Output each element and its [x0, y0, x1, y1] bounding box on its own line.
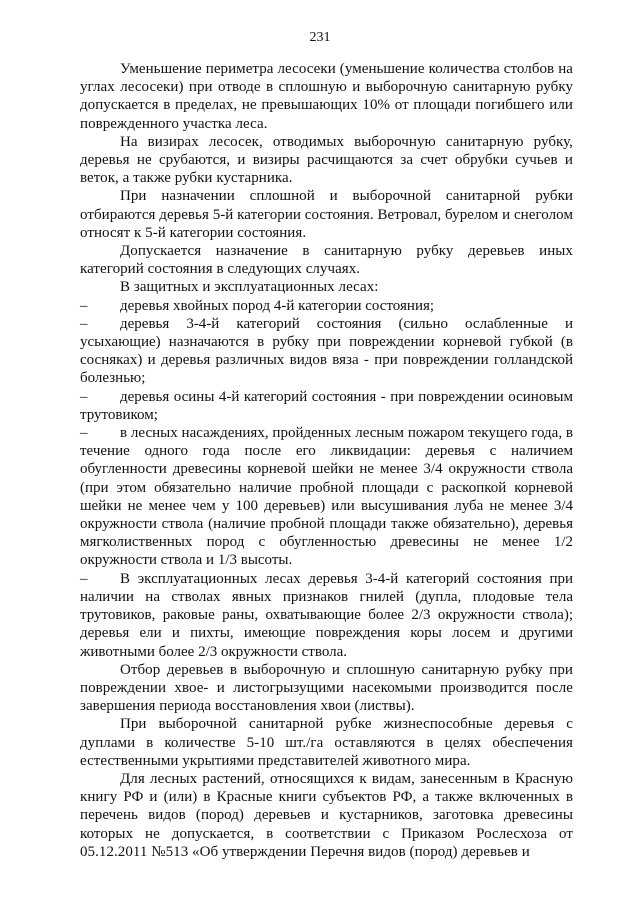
- list-dash: –: [80, 425, 88, 442]
- paragraph-lesoseka-perimeter: Уменьшение периметра лесосеки (уменьшение количества столбов на углах лесосеки) при отводе в сплошную и выборочную санитарную рубку допускается в пределах, не превышающих 10% от площади погибшего или поврежденного участка леса.: [80, 61, 573, 132]
- list-item-text: В эксплуатационных лесах деревья 3-4-й категорий состояния при наличии на стволах явных признаков гнилей (дупла, плодовые тела трутовиков, раковые раны, охватывающие более 2/3 окружности ствола); деревья ели и пихты, имеющие повреждения коры лосем и другими животными более 2/3 окружности ствола.: [80, 570, 573, 660]
- paragraph-other-categories: Допускается назначение в санитарную рубку деревьев иных категорий состояния в следующих случаях.: [80, 243, 573, 278]
- list-item-text: в лесных насаждениях, пройденных лесным пожаром текущего года, в течение одного года после его ликвидации: деревья с наличием обугленности древесины корневой шейки не менее 3/4 окружности ствола (при этом обязательно наличие пробной площади с раскопкой корневой шейки не менее чем у 100 деревьев) или высушивания луба не менее 3/4 окружности ствола (наличие пробной площади также обязательно), деревья мягколиственных пород с обугленностью древесины не менее 1/2 окружности ствола и 1/3 высоты.: [80, 425, 573, 569]
- list-item-text: деревья 3-4-й категорий состояния (сильно ослабленные и усыхающие) назначаются в рубку при повреждении корневой губкой (в сосняках) и деревья различных видов вяза - при повреждении голландской болезнью;: [80, 315, 573, 387]
- paragraph-vizir: На визирах лесосек, отводимых выборочную санитарную рубку, деревья не срубаются, и визиры расчищаются за счет обрубки сучьев и веток, а также рубки кустарника.: [80, 133, 573, 187]
- paragraph-category-5: При назначении сплошной и выборочной санитарной рубки отбираются деревья 5-й категории состояния. Ветровал, бурелом и снеголом относят к 5-й категории состояния.: [80, 188, 573, 241]
- document-body: [80, 60, 573, 861]
- page-number: 231: [309, 30, 331, 45]
- list-dash: –: [80, 388, 88, 405]
- list-item: [80, 388, 573, 424]
- paragraph-insect-damage: Отбор деревьев в выборочную и сплошную санитарную рубку при повреждении хвое- и листогрызущими насекомыми производится после завершения периода восстановления хвои (листвы).: [80, 661, 573, 715]
- list-dash: –: [80, 315, 88, 332]
- list-item-text: деревья осины 4-й категорий состояния - при повреждении осиновым трутовиком;: [80, 388, 573, 423]
- list-item: [80, 297, 573, 315]
- list-item: [80, 570, 573, 661]
- list-dash: –: [80, 297, 88, 314]
- paragraph-hollow-trees: При выборочной санитарной рубке жизнеспособные деревья с дуплами в количестве 5-10 шт./га оставляются в целях обеспечения естественными укрытиями представителей животного мира.: [80, 716, 573, 769]
- list-item-text: деревья хвойных пород 4-й категории состояния;: [120, 297, 435, 314]
- list-dash: –: [80, 570, 88, 587]
- list-item: [80, 315, 573, 388]
- paragraph-red-book: Для лесных растений, относящихся к видам, занесенным в Красную книгу РФ и (или) в Красные книги субъектов РФ, а также включенных в перечень видов (пород) деревьев и кустарников, заготовка древесины которых не допускается, в соответствии с Приказом Рослесхоза от 05.12.2011 №513 «Об утверждении Перечня видов (пород) деревьев и: [80, 770, 573, 860]
- list-item: [80, 424, 573, 570]
- paragraph-protective-forests: В защитных и эксплуатационных лесах:: [120, 279, 379, 296]
